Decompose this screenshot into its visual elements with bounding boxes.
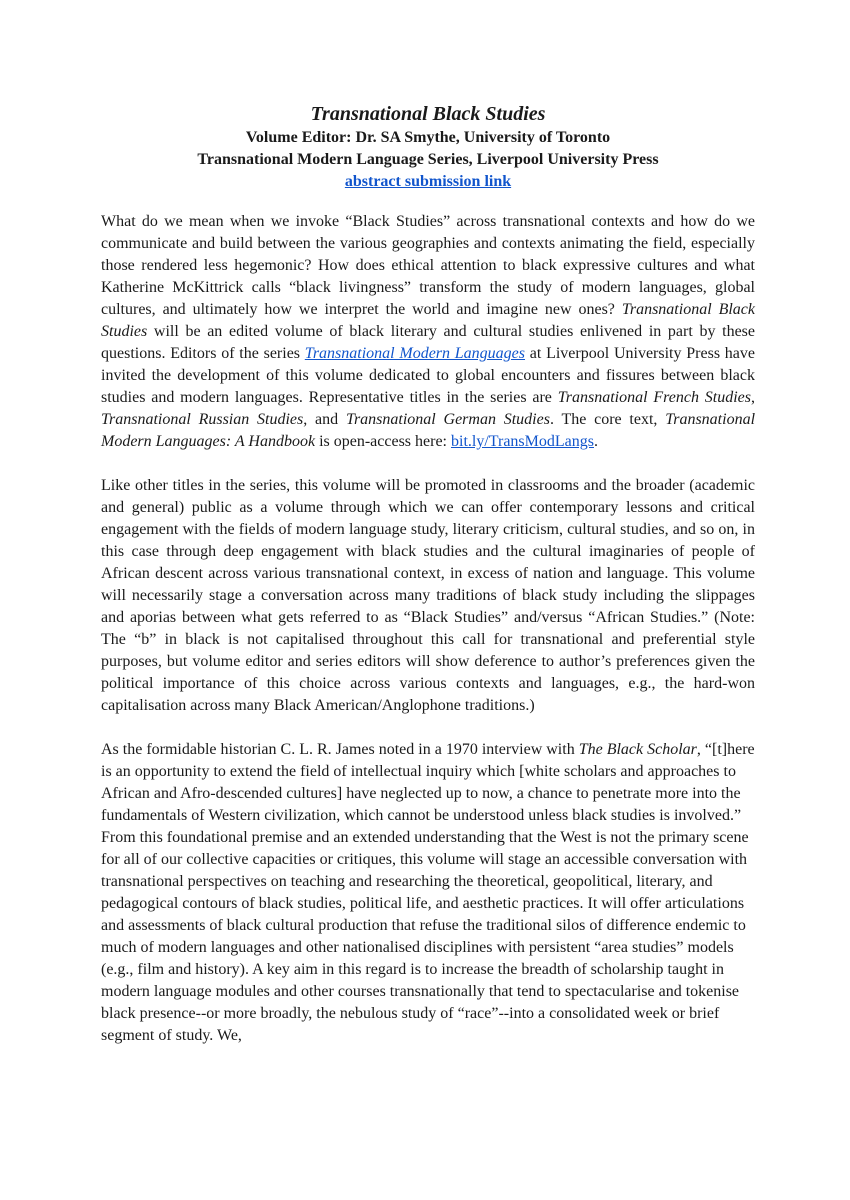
abstract-submission-link[interactable]: abstract submission link xyxy=(344,173,512,190)
document-title: Transnational Black Studies xyxy=(310,103,546,125)
paragraph-james: As the formidable historian C. L. R. James noted in a 1970 interview with The Black Scholar, “[t]here is an opportunity to extend the field of intellectual inquiry which [white scholars and approaches to African and Afro-descended cultures] have neglected up to now, a chance to penetrate more into the fundamentals of Western civilization, which cannot be understood unless black studies is involved.” From this foundational premise and an extended understanding that the West is not the primary scene for all of our collective capacities or critiques, this volume will stage an accessible conversation with transnational perspectives on teaching and researching the theoretical, geopolitical, literary, and pedagogical contours of black studies, political life, and aesthetic practices. It will offer articulations and assessments of black cultural production that refuse the traditional silos of difference endemic to much of modern languages and other nationalised disciplines with persistent “area studies” models (e.g., film and history). A key aim in this regard is to increase the breadth of scholarship taught in modern language modules and other courses transnationally that tend to spectacularise and tokenise black presence--or more broadly, the nebulous study of “race”--into a consolidated week or brief segment of study. We, xyxy=(101,741,755,1044)
document-header xyxy=(101,101,755,193)
series-line: Transnational Modern Language Series, Liverpool University Press xyxy=(197,151,659,168)
document-page xyxy=(101,101,755,1069)
paragraph-intro: What do we mean when we invoke “Black Studies” across transnational contexts and how do we communicate and build between the various geographies and contexts animating the field, especially those rendered less hegemonic? How does ethical attention to black expressive cultures and what Katherine McKittrick calls “black livingness” transform the study of modern languages, global cultures, and ultimately how we interpret the world and imagine new ones? Transnational Black Studies will be an edited volume of black literary and cultural studies enlivened in part by these questions. Editors of the series Transnational Modern Languages at Liverpool University Press have invited the development of this volume dedicated to global encounters and fissures between black studies and modern languages. Representative titles in the series are Transnational French Studies, Transnational Russian Studies, and Transnational German Studies. The core text, Transnational Modern Languages: A Handbook is open-access here: bit.ly/TransModLangs. xyxy=(101,213,756,450)
italic-title: The Black Scholar xyxy=(578,741,697,758)
italic-title: Transnational Russian Studies xyxy=(101,411,304,428)
italic-title: Transnational Black Studies xyxy=(101,301,755,340)
italic-title: Transnational French Studies xyxy=(557,389,752,406)
italic-title: Transnational German Studies xyxy=(345,411,550,428)
handbook-link[interactable]: bit.ly/TransModLangs xyxy=(451,433,594,450)
paragraph-promotion: Like other titles in the series, this volume will be promoted in classrooms and the broader (academic and general) public as a volume through which we can offer contemporary lessons and critical engagement with the fields of modern language study, literary criticism, cultural studies, and so on, in this case through deep engagement with black studies and the cultural imaginaries of people of African descent across various transnational context, in excess of nation and language. This volume will necessarily stage a conversation across many traditions of black study including the slippages and aporias between what gets referred to as “Black Studies” and/versus “African Studies.” (Note: The “b” in black is not capitalised throughout this call for transnational and preferential style purposes, but volume editor and series editors will show deference to author’s preferences given the political importance of this choice across various contexts and languages, e.g., the hard-won capitalisation across many Black American/Anglophone traditions.) xyxy=(101,477,755,714)
volume-editor-line: Volume Editor: Dr. SA Smythe, University of Toronto xyxy=(245,129,611,146)
series-link[interactable]: Transnational Modern Languages xyxy=(304,345,526,362)
italic-title: Transnational Modern Languages: A Handbook xyxy=(101,411,756,450)
